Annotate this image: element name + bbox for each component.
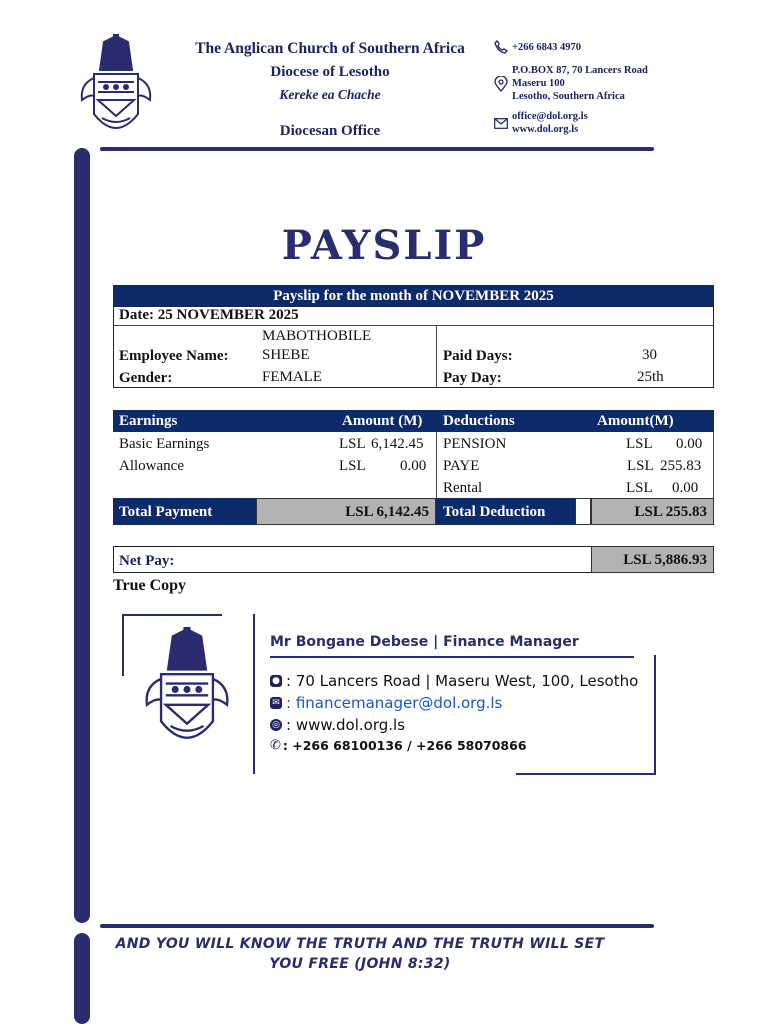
footer-scripture bbox=[110, 934, 610, 974]
header-address-line3: Lesotho, Southern Africa bbox=[512, 91, 625, 102]
signature-divider bbox=[253, 614, 255, 774]
deduction-label: PAYE bbox=[443, 458, 480, 474]
date-underline bbox=[113, 325, 714, 326]
pay-date: Date: 25 NOVEMBER 2025 bbox=[119, 307, 299, 323]
footer-divider bbox=[100, 924, 654, 928]
info-divider bbox=[436, 326, 437, 388]
earnings-deductions-divider bbox=[436, 432, 437, 498]
signature-phone: : +266 68100136 / +266 58070866 bbox=[282, 738, 527, 753]
signature-website[interactable]: : www.dol.org.ls bbox=[286, 716, 406, 734]
deductions-amount-header: Amount(M) bbox=[597, 413, 674, 429]
signature-address: : 70 Lancers Road | Maseru West, 100, Lesotho bbox=[286, 672, 639, 690]
earning-currency: LSL bbox=[339, 436, 366, 452]
signature-phone-row bbox=[270, 738, 527, 753]
signature-underline bbox=[270, 656, 634, 658]
header-phone: +266 6843 4970 bbox=[512, 42, 581, 53]
paid-days-value: 30 bbox=[642, 347, 657, 363]
header-website[interactable]: www.dol.org.ls bbox=[512, 124, 579, 135]
deductions-right-border bbox=[713, 432, 714, 498]
earnings-header: Earnings bbox=[119, 413, 178, 429]
total-deduction-value: LSL 255.83 bbox=[591, 498, 714, 525]
gender-label: Gender: bbox=[119, 370, 173, 386]
earning-amount: 0.00 bbox=[400, 458, 427, 474]
crest-logo bbox=[135, 627, 239, 759]
pay-day-label: Pay Day: bbox=[443, 370, 502, 386]
paid-days-label: Paid Days: bbox=[443, 348, 513, 364]
header-divider bbox=[100, 147, 654, 151]
earning-amount: 6,142.45 bbox=[371, 436, 424, 452]
payslip-banner bbox=[113, 285, 714, 306]
location-icon: ● bbox=[270, 675, 282, 687]
total-payment-value: LSL 6,142.45 bbox=[256, 498, 436, 525]
phone-icon bbox=[494, 40, 508, 54]
signature-email-row bbox=[270, 694, 502, 712]
signature-address-row bbox=[270, 672, 638, 690]
deduction-amount: 0.00 bbox=[676, 436, 703, 452]
footer-line1: AND YOU WILL KNOW THE TRUTH AND THE TRUTH WILL SET bbox=[115, 936, 605, 952]
earning-label: Basic Earnings bbox=[119, 436, 210, 452]
deduction-amount: 0.00 bbox=[672, 480, 699, 496]
document-title: PAYSLIP bbox=[281, 222, 487, 269]
header-address-line2: Maseru 100 bbox=[512, 78, 565, 89]
net-pay-label: Net Pay: bbox=[119, 553, 175, 569]
signature-frame-left bbox=[122, 614, 124, 676]
deduction-amount: 255.83 bbox=[660, 458, 702, 474]
total-deduction-label: Total Deduction bbox=[443, 504, 546, 520]
deduction-currency: LSL bbox=[626, 436, 653, 452]
crest-logo bbox=[74, 34, 158, 146]
header-address-line1: P.O.BOX 87, 70 Lancers Road bbox=[512, 65, 648, 76]
mail-icon bbox=[494, 118, 508, 129]
signature-email[interactable]: : financemanager@dol.org.ls bbox=[286, 694, 503, 712]
employee-name-line2: SHEBE bbox=[262, 347, 310, 363]
earnings-amount-header: Amount (M) bbox=[342, 413, 423, 429]
diocese-name: Diocese of Lesotho bbox=[270, 64, 390, 80]
deduction-label: Rental bbox=[443, 480, 483, 496]
gender-value: FEMALE bbox=[262, 369, 322, 385]
phone-icon: ✆ bbox=[270, 738, 281, 753]
org-name: The Anglican Church of Southern Africa bbox=[195, 40, 465, 57]
pay-day-value: 25th bbox=[637, 369, 664, 385]
signature-website-row bbox=[270, 716, 405, 734]
diocese-motto: Kereke ea Chache bbox=[279, 87, 381, 102]
location-icon bbox=[494, 76, 508, 92]
earning-label: Allowance bbox=[119, 458, 184, 474]
footer-line2: YOU FREE (JOHN 8:32) bbox=[269, 956, 451, 972]
deductions-header: Deductions bbox=[443, 413, 515, 429]
mail-icon: ✉ bbox=[270, 697, 282, 709]
total-gap-cell bbox=[575, 498, 591, 525]
office-name: Diocesan Office bbox=[279, 123, 381, 139]
employee-name-line1: MABOTHOBILE bbox=[262, 328, 372, 344]
true-copy-note: True Copy bbox=[113, 577, 187, 594]
total-payment-label: Total Payment bbox=[119, 504, 213, 520]
signatory-name: Mr Bongane Debese | Finance Manager bbox=[270, 634, 579, 650]
deduction-currency: LSL bbox=[626, 480, 653, 496]
employee-name-label: Employee Name: bbox=[119, 348, 229, 364]
earning-currency: LSL bbox=[339, 458, 366, 474]
deduction-label: PENSION bbox=[443, 436, 507, 452]
signature-frame-bottom bbox=[516, 773, 656, 775]
signature-frame-top bbox=[122, 614, 222, 616]
signature-frame-right bbox=[654, 655, 656, 775]
net-pay-value: LSL 5,886.93 bbox=[591, 546, 714, 573]
left-accent-bar-bottom bbox=[74, 933, 90, 1024]
payslip-banner-text: Payslip for the month of NOVEMBER 2025 bbox=[273, 288, 554, 304]
deduction-currency: LSL bbox=[627, 458, 654, 474]
header-email[interactable]: office@dol.org.ls bbox=[512, 111, 588, 122]
globe-icon: ◎ bbox=[270, 719, 282, 731]
